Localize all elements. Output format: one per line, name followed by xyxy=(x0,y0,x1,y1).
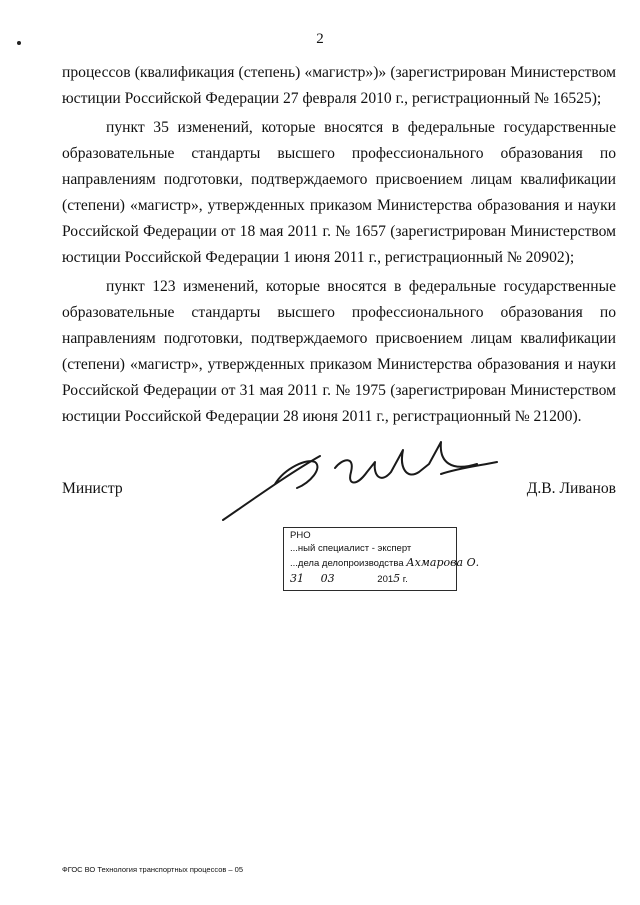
handwritten-signature xyxy=(215,428,505,528)
paragraph-1: процессов (квалификация (степень) «магистр»)» (зарегистрирован Министерством юстиции Российской Федерации 27 февраля 2010 г., регистрационный № 16525); xyxy=(62,64,616,107)
stamp-year-suffix: 5 xyxy=(393,572,401,585)
footer-doc-id: ФГОС ВО Технология транспортных процессов – 05 xyxy=(62,865,244,874)
registration-stamp xyxy=(283,527,480,591)
paragraph-2: пункт 35 изменений, которые вносятся в федеральные государственные образовательные стандарты высшего профессионального образования по направлениям подготовки, подтверждаемого присвоением лицам квалификации (степени) «магистр», утвержденных приказом Министерства образования и науки Российской Федерации от 18 мая 2011 г. № 1657 (зарегистрирован Министерством юстиции Российской Федерации 1 июня 2011 г., регистрационный № 20902); xyxy=(62,119,616,266)
signer-title: Министр xyxy=(62,480,123,497)
stamp-day: 31 xyxy=(290,572,304,585)
stamp-line-1: РНО xyxy=(290,530,311,541)
stamp-date xyxy=(290,572,408,586)
page-number: 2 xyxy=(316,31,324,47)
signer-name: Д.В. Ливанов xyxy=(526,480,616,497)
stamp-year-unit: г. xyxy=(402,574,408,585)
stamp-line-2: ...ный специалист - эксперт xyxy=(290,543,412,554)
stamp-line-3 xyxy=(290,556,479,570)
document-body xyxy=(62,60,616,433)
stamp-handwritten-name: Ахмарова О. xyxy=(406,556,480,569)
stamp-year-prefix: 201 xyxy=(377,574,394,585)
stamp-month: 03 xyxy=(320,572,335,585)
stamp-dept: ...дела делопроизводства xyxy=(290,558,404,569)
paragraph-3: пункт 123 изменений, которые вносятся в федеральные государственные образовательные стандарты высшего профессионального образования по направлениям подготовки, подтверждаемого присвоением лицам квалификации (степени) «магистр», утвержденных приказом Министерства образования и науки Российской Федерации от 31 мая 2011 г. № 1975 (зарегистрирован Министерством юстиции Российской Федерации 28 июня 2011 г., регистрационный № 21200). xyxy=(62,278,616,425)
